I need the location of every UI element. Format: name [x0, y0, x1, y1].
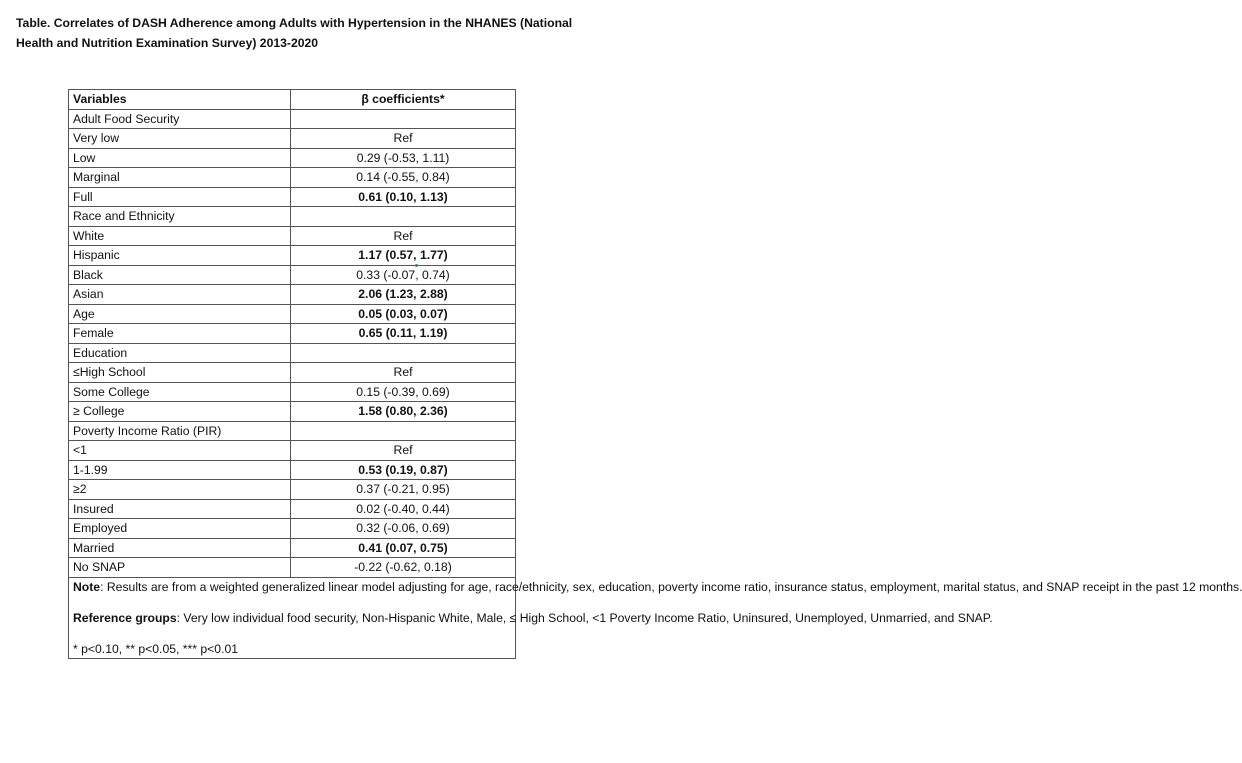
- significance-legend: * p<0.10, ** p<0.05, *** p<0.01: [73, 641, 239, 656]
- row-label: Age: [69, 304, 291, 324]
- table-row: [69, 519, 516, 539]
- table-notes: [69, 577, 1242, 658]
- table-row: [69, 148, 516, 168]
- row-value: 0.15 (-0.39, 0.69): [291, 382, 516, 402]
- row-label: White: [69, 226, 291, 246]
- row-value: 0.33 (-0.07, 0.74): [291, 265, 516, 285]
- row-value: Ref: [291, 441, 516, 461]
- row-value: Ref: [291, 226, 516, 246]
- table-row: [69, 246, 516, 266]
- row-label: ≤High School: [69, 363, 291, 383]
- table-row: [69, 129, 516, 149]
- table-row: [69, 538, 516, 558]
- row-label: <1: [69, 441, 291, 461]
- row-value: 0.61 (0.10, 1.13): [291, 187, 516, 207]
- row-label: Insured: [69, 499, 291, 519]
- row-label: Marginal: [69, 168, 291, 188]
- note-label: Note: [73, 579, 101, 594]
- row-value: 1.58 (0.80, 2.36): [291, 402, 516, 422]
- table-row: [69, 285, 516, 305]
- row-label: Very low: [69, 129, 291, 149]
- row-label: Poverty Income Ratio (PIR): [69, 421, 291, 441]
- table-row: [69, 480, 516, 500]
- table-row: [69, 421, 516, 441]
- notes-row: [69, 577, 516, 658]
- reference-groups-label: Reference groups: [73, 610, 177, 625]
- reference-groups-text: : Very low individual food security, Non-Hispanic White, Male, ≤ High School, <1 Poverty Income Ratio, Uninsured, Unemployed, Unmarried, and SNAP.: [176, 610, 993, 625]
- table-row: [69, 382, 516, 402]
- table-row: [69, 558, 516, 578]
- table-row: [69, 168, 516, 188]
- row-value: Ref: [291, 129, 516, 149]
- row-label: Asian: [69, 285, 291, 305]
- note-paragraph: [73, 578, 1242, 596]
- row-label: Education: [69, 343, 291, 363]
- table-title: Table. Correlates of DASH Adherence among Adults with Hypertension in the NHANES (National Health and Nutrition Examination Survey) 2013-2020: [16, 16, 573, 50]
- note-text: : Results are from a weighted generalized linear model adjusting for age, race/ethnicity, sex, education, poverty income ratio, insurance status, employment, marital status, and SNAP receipt in the past 12 months.: [100, 579, 1242, 594]
- row-label: Employed: [69, 519, 291, 539]
- table-row: [69, 187, 516, 207]
- row-value: Ref: [291, 363, 516, 383]
- table-row: [69, 109, 516, 129]
- row-value: 0.02 (-0.40, 0.44): [291, 499, 516, 519]
- table-row: [69, 324, 516, 344]
- row-value: [291, 343, 516, 363]
- table-row: [69, 226, 516, 246]
- table-row: [69, 441, 516, 461]
- row-value: 1.17 (0.57, 1.77): [291, 246, 516, 266]
- row-label: Hispanic: [69, 246, 291, 266]
- results-table: [68, 89, 1242, 659]
- row-value: 0.37 (-0.21, 0.95): [291, 480, 516, 500]
- row-value: [291, 109, 516, 129]
- row-label: ≥2: [69, 480, 291, 500]
- row-value: 2.06 (1.23, 2.88): [291, 285, 516, 305]
- row-label: Black: [69, 265, 291, 285]
- stray-mark: [415, 264, 418, 267]
- table-row: [69, 343, 516, 363]
- header-coefficients: β coefficients*: [291, 90, 516, 110]
- row-label: Full: [69, 187, 291, 207]
- row-value: 0.41 (0.07, 0.75): [291, 538, 516, 558]
- table-row: [69, 363, 516, 383]
- row-value: 0.53 (0.19, 0.87): [291, 460, 516, 480]
- header-variables: Variables: [69, 90, 291, 110]
- row-value: [291, 421, 516, 441]
- row-label: 1-1.99: [69, 460, 291, 480]
- table-row: [69, 207, 516, 227]
- row-value: 0.29 (-0.53, 1.11): [291, 148, 516, 168]
- table-row: [69, 265, 516, 285]
- table-row: [69, 460, 516, 480]
- table-row: [69, 402, 516, 422]
- row-value: 0.65 (0.11, 1.19): [291, 324, 516, 344]
- row-label: ≥ College: [69, 402, 291, 422]
- row-label: Race and Ethnicity: [69, 207, 291, 227]
- table-row: [69, 304, 516, 324]
- reference-groups-paragraph: [73, 609, 993, 627]
- row-label: Low: [69, 148, 291, 168]
- row-value: 0.32 (-0.06, 0.69): [291, 519, 516, 539]
- header-row: [69, 90, 516, 110]
- row-label: Adult Food Security: [69, 109, 291, 129]
- row-label: Female: [69, 324, 291, 344]
- row-label: Married: [69, 538, 291, 558]
- row-value: 0.05 (0.03, 0.07): [291, 304, 516, 324]
- row-value: [291, 207, 516, 227]
- row-value: -0.22 (-0.62, 0.18): [291, 558, 516, 578]
- row-label: No SNAP: [69, 558, 291, 578]
- row-value: 0.14 (-0.55, 0.84): [291, 168, 516, 188]
- row-label: Some College: [69, 382, 291, 402]
- table-row: [69, 499, 516, 519]
